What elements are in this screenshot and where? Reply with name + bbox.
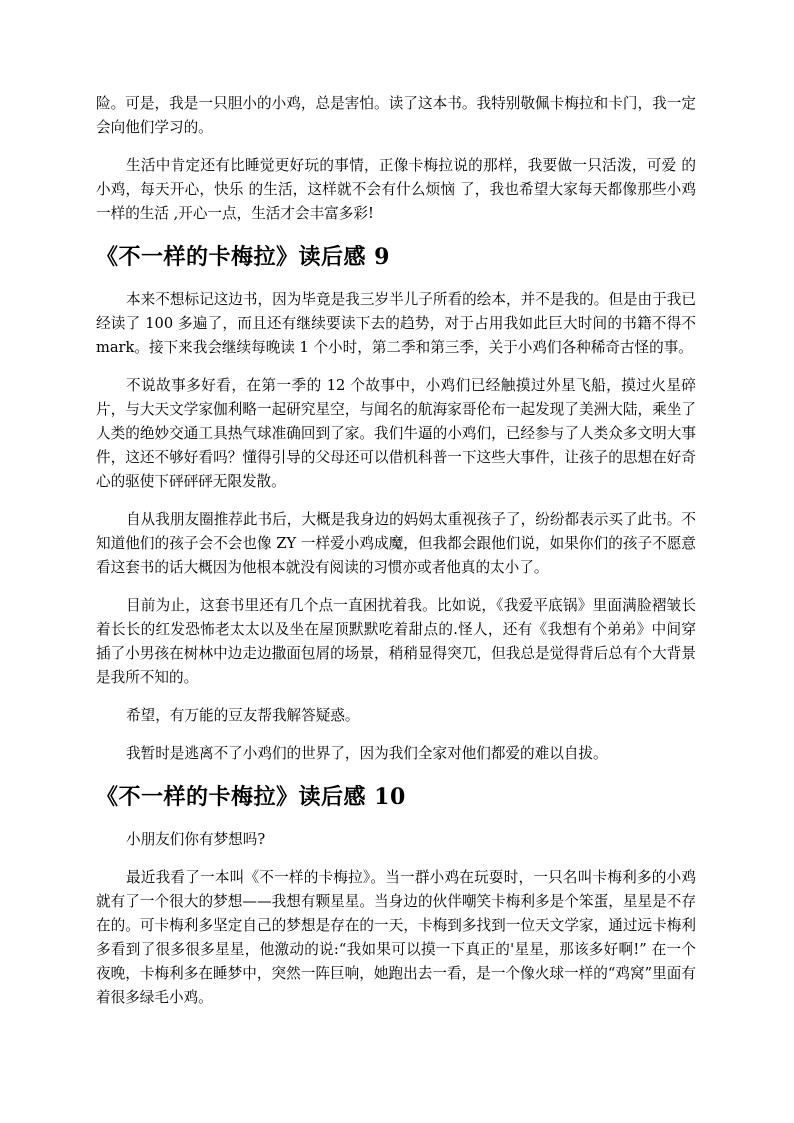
intro-paragraph-2: 生活中肯定还有比睡觉更好玩的事情，正像卡梅拉说的那样，我要做一只活泼，可爱 的小鸡，每天开心，快乐 的生活，这样就不会有什么烦恼 了，我也希望大家每天都像那些小鸡一样的生活 ,开心一点，生活才会丰富多彩! xyxy=(96,157,696,222)
section-10-paragraph-2: 最近我看了一本叫《不一样的卡梅拉》。当一群小鸡在玩耍时，一只名叫卡梅利多的小鸡就有了一个很大的梦想——我想有颗星星。当身边的伙伴嘲笑卡梅利多是个笨蛋，星星是不存在的。可卡梅利多坚定自己的梦想是存在的一天，卡梅到多找到一位天文学家，通过远卡梅利多看到了很多很多星星，他激动的说:“我如果可以摸一下真正的'星星，那该多好啊!” 在一个夜晚，卡梅利多在睡梦中，突然一阵巨响，她跑出去一看，是一个像火球一样的“鸡窝”里面有着很多绿毛小鸡。 xyxy=(96,869,696,1006)
section-9-paragraph-6: 我暂时是逃离不了小鸡们的世界了，因为我们全家对他们都爱的难以自拔。 xyxy=(126,745,608,762)
section-9-paragraph-3: 自从我朋友圈推荐此书后，大概是我身边的妈妈太重视孩子了，纷纷都表示买了此书。不知道他们的孩子会不会也像 ZY 一样爱小鸡成魔，但我都会跟他们说，如果你们的孩子不愿意看这套书的话大概因为他根本就没有阅读的习惯亦或者他真的太小了。 xyxy=(96,511,696,576)
section-9-paragraph-4: 目前为止，这套书里还有几个点一直困扰着我。比如说，《我爱平底锅》里面满脸褶皱长着长长的红发恐怖老太太以及坐在屋顶默默吃着甜点的.怪人，还有《我想有个弟弟》中间穿插了小男孩在树林中边走边撒面包屑的场景，稍稍显得突兀，但我总是觉得背后总有个大背景是我所不知的。 xyxy=(96,597,696,686)
section-9-paragraph-2: 不说故事多好看，在第一季的 12 个故事中，小鸡们已经触摸过外星飞船，摸过火星碎片，与大天文学家伽利略一起研究星空，与闻名的航海家哥伦布一起发现了美洲大陆，乘坐了人类的绝妙交通工具热气球准确回到了家。我们牛逼的小鸡们，已经参与了人类众多文明大事件，这还不够好看吗？懂得引导的父母还可以借机科普一下这些大事件，让孩子的思想在好奇心的驱使下砰砰砰无限发散。 xyxy=(96,377,696,490)
section-10-heading: 《不一样的卡梅拉》读后感 10 xyxy=(96,784,406,810)
section-9-heading: 《不一样的卡梅拉》读后感 9 xyxy=(96,244,390,270)
section-9-paragraph-5: 希望，有万能的豆友帮我解答疑惑。 xyxy=(126,707,360,724)
section-10-paragraph-1: 小朋友们你有梦想吗? xyxy=(126,831,266,848)
document-page xyxy=(96,92,696,1010)
section-9-paragraph-1: 本来不想标记这边书，因为毕竟是我三岁半儿子所看的绘本，并不是我的。但是由于我已经读了 100 多遍了，而且还有继续要读下去的趋势，对于占用我如此巨大时间的书籍不得不 mark。接下来我会继续每晚读 1 个小时，第二季和第三季，关于小鸡们各种稀奇古怪的事。 xyxy=(96,291,696,356)
intro-paragraph-1: 险。可是，我是一只胆小的小鸡，总是害怕。读了这本书。我特别敬佩卡梅拉和卡门，我一定会向他们学习的。 xyxy=(96,95,696,136)
